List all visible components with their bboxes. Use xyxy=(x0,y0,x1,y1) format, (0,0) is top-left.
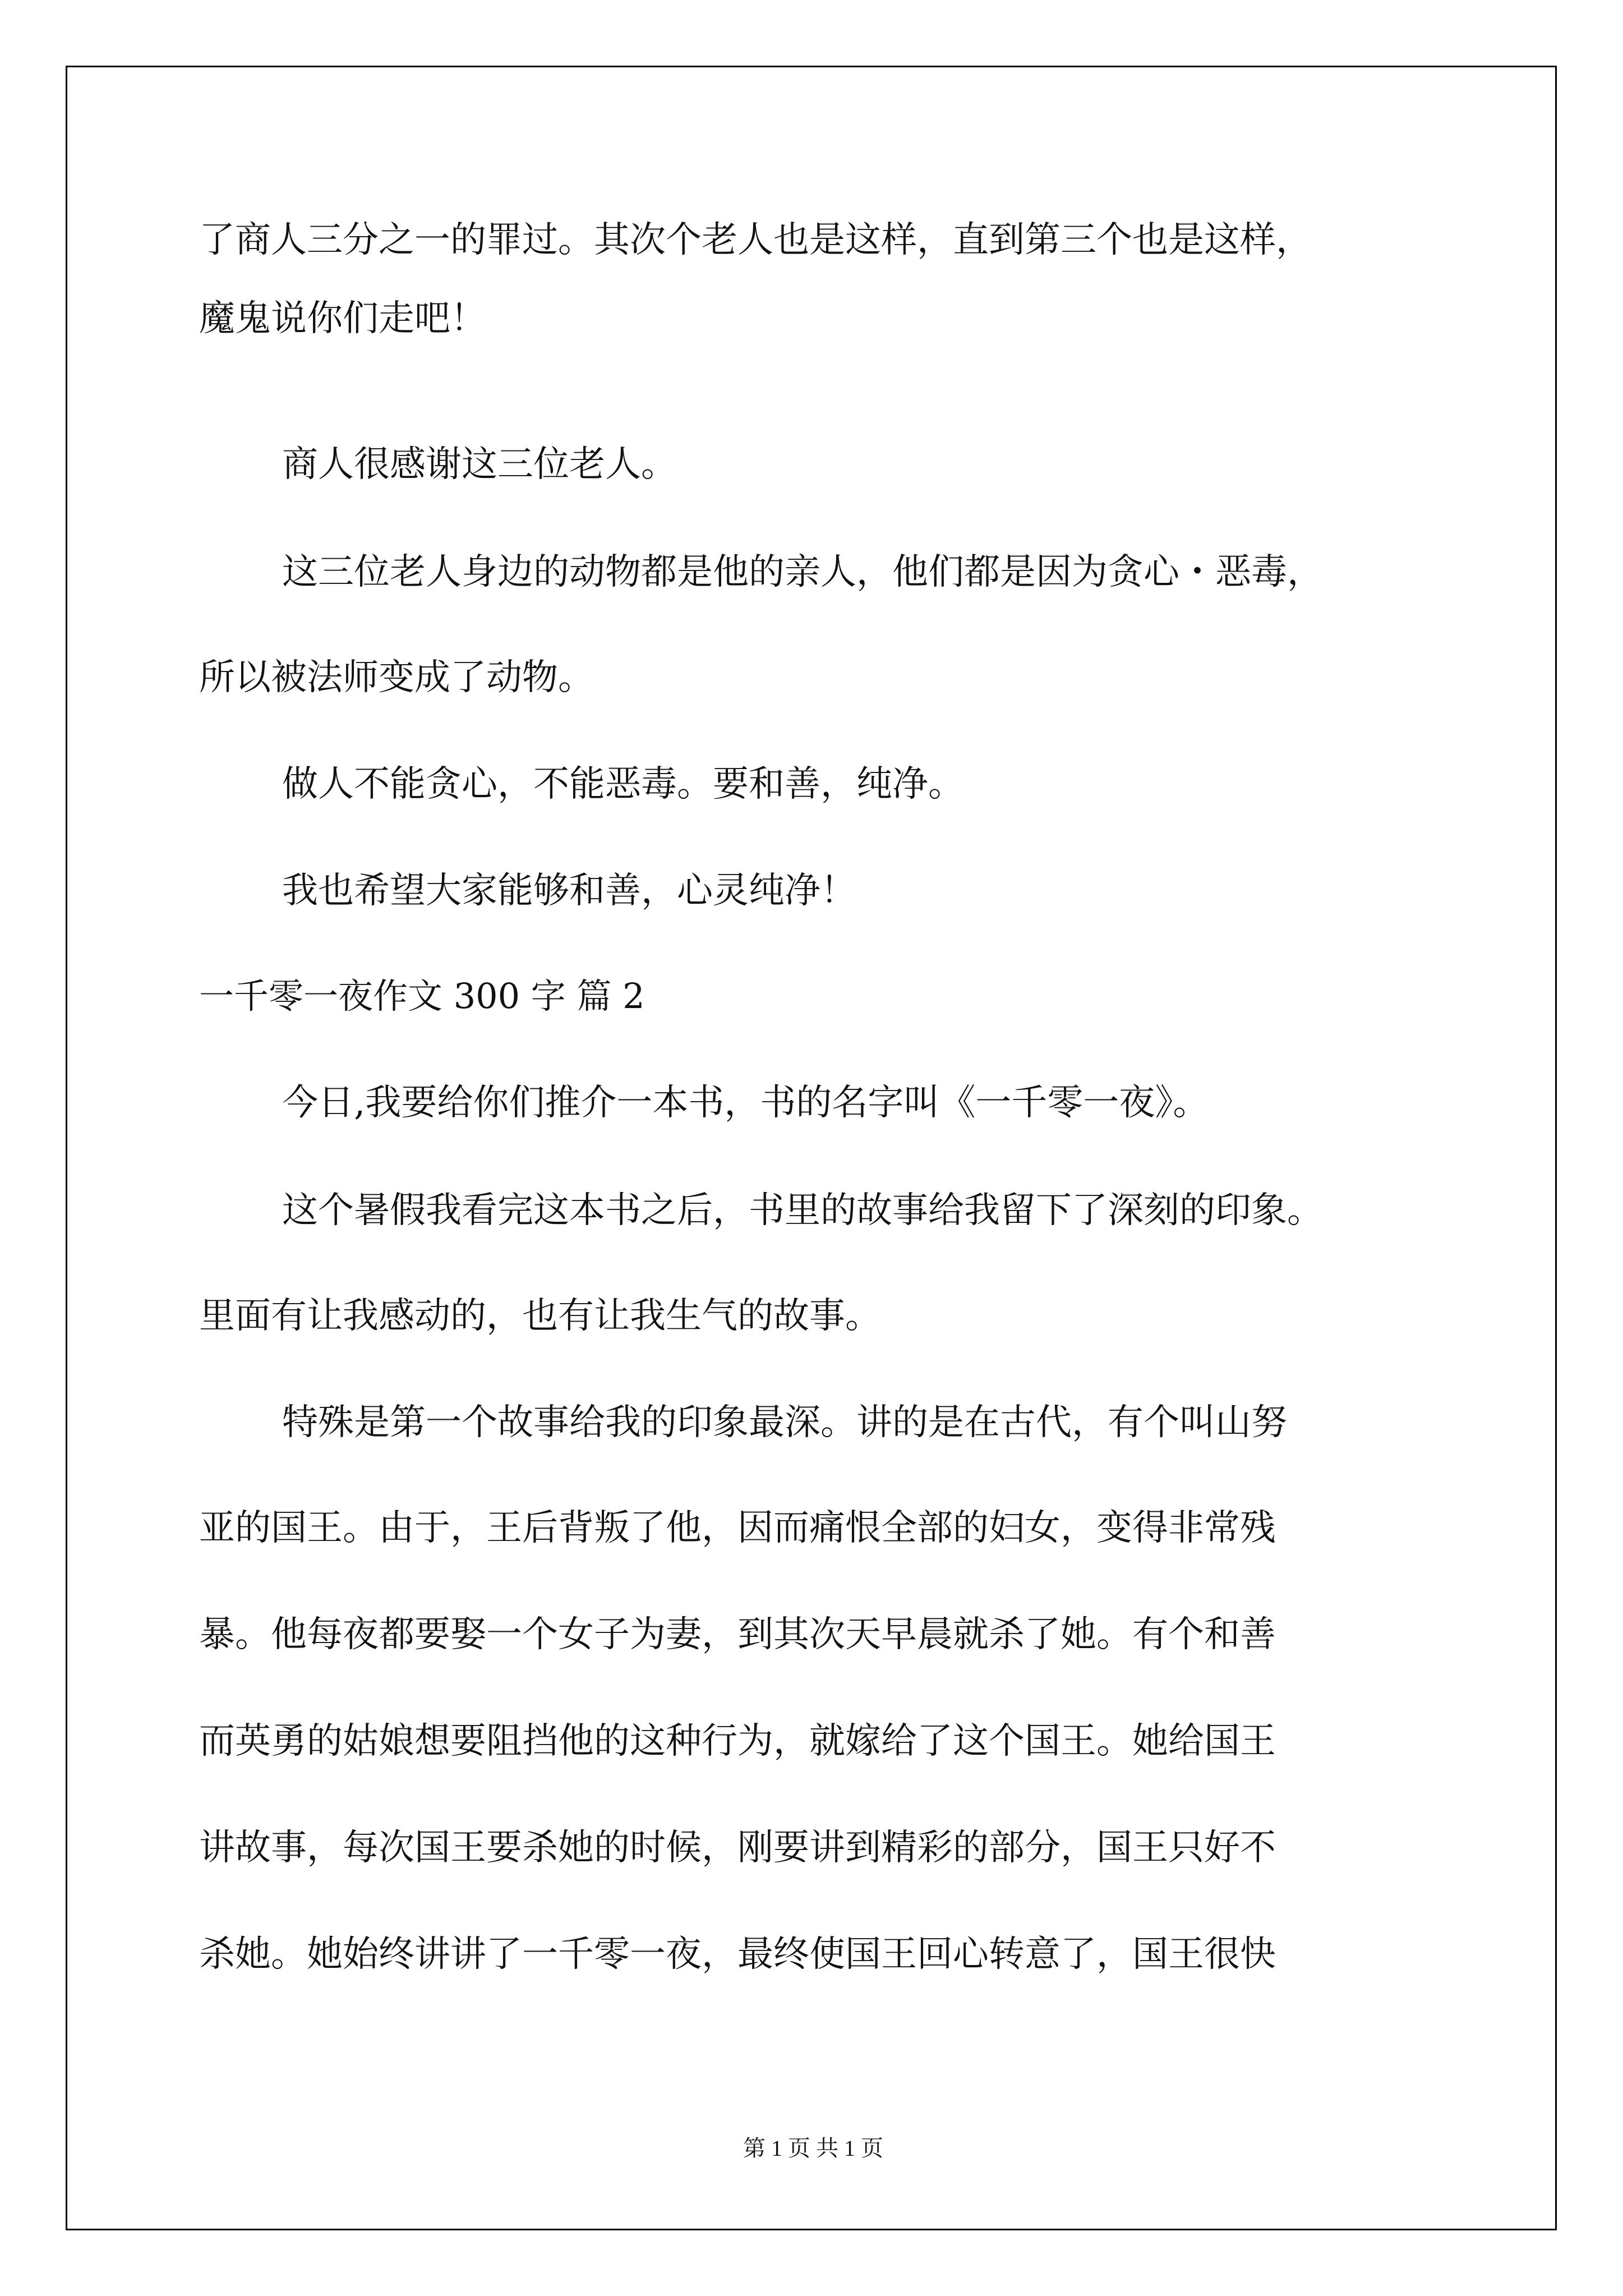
text-line: 这个暑假我看完这本书之后，书里的故事给我留下了深刻的印象。 xyxy=(282,1190,1323,1231)
text-line: 而英勇的姑娘想要阻挡他的这种行为，就嫁给了这个国王。她给国王 xyxy=(199,1720,1276,1762)
text-line: 我也希望大家能够和善，心灵纯净！ xyxy=(282,870,856,912)
text-line: 商人很感谢这三位老人。 xyxy=(282,444,677,485)
page-border xyxy=(66,66,1557,2230)
text-line: 里面有让我感动的，也有让我生气的故事。 xyxy=(199,1295,881,1337)
text-line: 今日,我要给你们推介一本书，书的名字叫《一千零一夜》。 xyxy=(282,1082,1209,1124)
text-line: 了商人三分之一的罪过。其次个老人也是这样，直到第三个也是这样， xyxy=(199,219,1312,261)
page-number-footer: 第 1 页 共 1 页 xyxy=(743,2136,883,2161)
text-line: 所以被法师变成了动物。 xyxy=(199,657,594,698)
text-line: 亚的国王。由于，王后背叛了他，因而痛恨全部的妇女，变得非常残 xyxy=(199,1507,1276,1549)
text-line: 这三位老人身边的动物都是他的亲人，他们都是因为贪心・恶毒， xyxy=(282,551,1323,593)
text-line: 魔鬼说你们走吧！ xyxy=(199,298,486,339)
text-line: 杀她。她始终讲讲了一千零一夜，最终使国王回心转意了，国王很快 xyxy=(199,1934,1276,1975)
section-heading: 一千零一夜作文 300 字 篇 2 xyxy=(199,976,645,1016)
text-line: 暴。他每夜都要娶一个女子为妻，到其次天早晨就杀了她。有个和善 xyxy=(199,1614,1276,1655)
text-line: 做人不能贪心，不能恶毒。要和善，纯净。 xyxy=(282,763,964,805)
text-line: 特殊是第一个故事给我的印象最深。讲的是在古代，有个叫山努 xyxy=(282,1402,1287,1443)
text-line: 讲故事，每次国王要杀她的时候，刚要讲到精彩的部分，国王只好不 xyxy=(199,1827,1276,1869)
